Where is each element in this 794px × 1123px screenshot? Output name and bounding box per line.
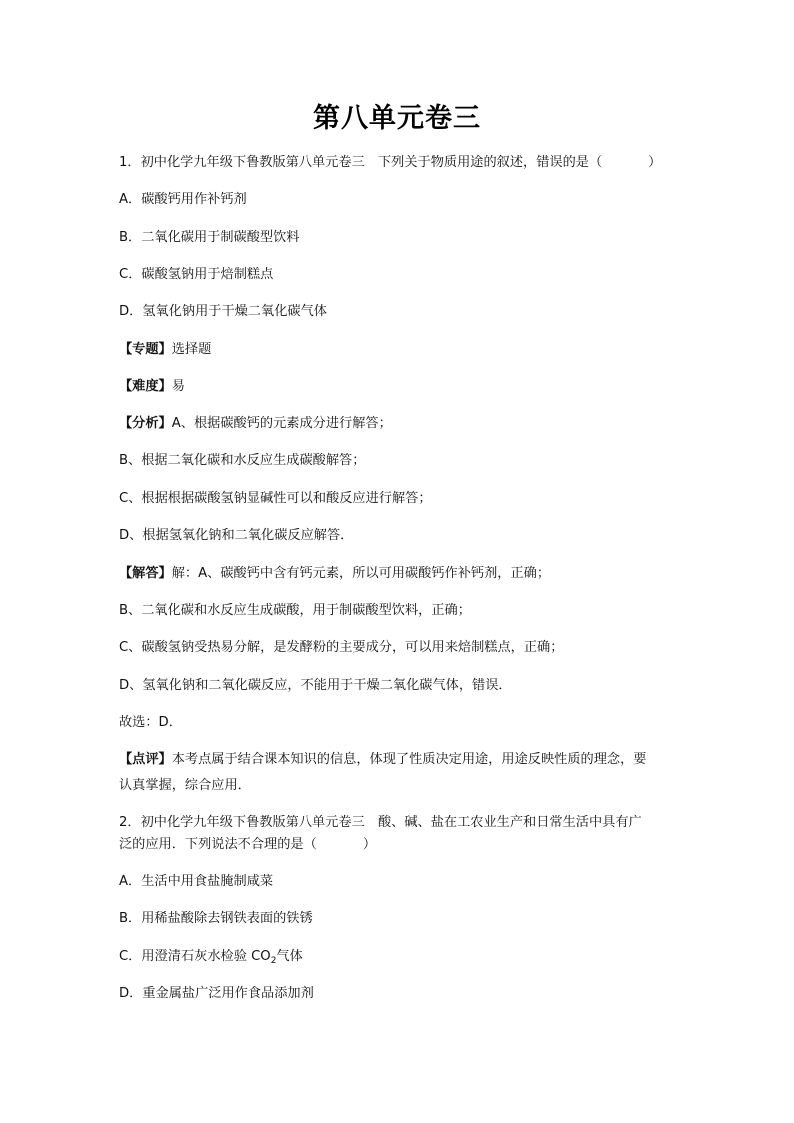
q1-choice: 故选：D． [119, 715, 182, 730]
q1-option-c: C．碳酸氢钠用于焙制糕点 [119, 267, 274, 282]
q2-option-b: B．用稀盐酸除去钢铁表面的铁锈 [119, 911, 313, 926]
q1-analysis-line-1 [119, 411, 685, 437]
q1-answer-line-1 [119, 561, 685, 587]
q2-option-c-subscript: 2 [270, 956, 277, 966]
q1-analysis-line-3: C、根据根据碳酸氢钠显碱性可以和酸反应进行解答； [119, 491, 432, 506]
q1-difficulty [119, 374, 685, 400]
q1-option-b: B．二氧化碳用于制碳酸型饮料 [119, 230, 300, 245]
q1-answer-line-3: C、碳酸氢钠受热易分解，是发酵粉的主要成分，可以用来焙制糕点，正确； [119, 640, 564, 655]
q1-answer-line-2: B、二氧化碳和水反应生成碳酸，用于制碳酸型饮料，正确； [119, 603, 471, 618]
q2-stem-line-2 [119, 832, 685, 858]
q1-stem-text: 初中化学九年级下鲁教版第八单元卷三 下列关于物质用途的叙述，错误的是（ [140, 155, 603, 170]
q1-option-d: D．氢氧化钠用于干燥二氧化碳气体 [119, 304, 327, 319]
difficulty-tag: 【难度】 [119, 379, 172, 394]
answer-tag: 【解答】 [119, 566, 172, 581]
q1-number: 1． [119, 155, 141, 170]
q2-option-a: A．生活中用食盐腌制咸菜 [119, 874, 274, 889]
q2-option-d: D．重金属盐广泛用作食品添加剂 [119, 986, 314, 1001]
q1-answer-line-4: D、氢氧化钠和二氧化碳反应，不能用于干燥二氧化碳气体，错误． [119, 678, 512, 693]
q1-analysis-line-4: D、根据氢氧化钠和二氧化碳反应解答． [119, 528, 354, 543]
analysis-tag: 【分析】 [119, 416, 172, 431]
q2-stem-close: ） [362, 837, 376, 852]
q2-option-c-suffix: 气体 [276, 949, 303, 964]
answer-text: 解：A、碳酸钙中含有钙元素，所以可用碳酸钙作补钙剂，正确； [171, 566, 551, 581]
topic-value: 选择题 [171, 342, 212, 357]
comment-text: 本考点属于结合课本知识的信息，体现了性质决定用途，用途反映性质的理念，要 [171, 752, 647, 767]
q1-analysis-line-2: B、根据二氧化碳和水反应生成碳酸解答； [119, 453, 366, 468]
q1-option-a: A．碳酸钙用作补钙剂 [119, 192, 247, 207]
topic-tag: 【专题】 [119, 342, 172, 357]
document-title: 第八单元卷三 [313, 103, 481, 134]
q2-option-c [119, 944, 685, 974]
q2-option-c-text: C．用澄清石灰水检验 CO [119, 949, 271, 964]
q1-stem [119, 150, 685, 176]
q1-comment-line-1 [119, 747, 685, 773]
difficulty-value: 易 [171, 379, 185, 394]
q1-comment-line-2: 认真掌握，综合应用． [119, 778, 251, 793]
q2-stem-text-2: 泛的应用．下列说法不合理的是（ [119, 837, 317, 852]
q1-topic [119, 337, 685, 363]
q1-stem-close: ） [648, 155, 662, 170]
comment-tag: 【点评】 [119, 752, 172, 767]
analysis-text: A、根据碳酸钙的元素成分进行解答； [171, 416, 392, 431]
q2-number: 2． [119, 815, 141, 830]
q2-stem-text: 初中化学九年级下鲁教版第八单元卷三 酸、碱、盐在工农业生产和日常生活中具有广 [140, 815, 642, 830]
